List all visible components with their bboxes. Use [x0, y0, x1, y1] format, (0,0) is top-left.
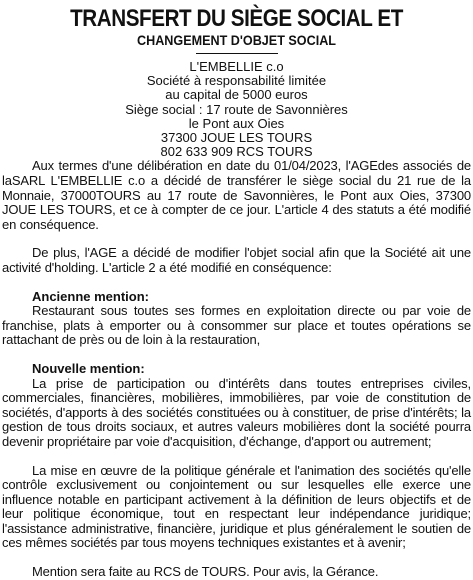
paragraph-gap	[2, 551, 471, 565]
old-mention-heading: Ancienne mention:	[32, 288, 150, 304]
notice-title: TRANSFERT DU SIÈGE SOCIAL ET	[70, 5, 403, 32]
closing-paragraph: Mention sera faite au RCS de TOURS. Pour avis, la Gérance.	[32, 564, 379, 580]
company-name: L'EMBELLIE c.o	[189, 59, 284, 74]
new-mention-heading: Nouvelle mention:	[32, 360, 145, 376]
paragraph-gap	[2, 450, 471, 464]
company-seat: Siège social : 17 route de Savonnières	[125, 101, 348, 117]
transfer-paragraph: Aux termes d'une délibération en date du 01/04/2023, l'AGEdes associés de laSARL L'EMBELLIE c.o a décidé de transférer le siège social du 21 rue de la Monnaie, 37000TOURS au 17 route de Savonnières, le Pont aux Oies, 37300 JOUE LES TOURS, et ce à compter de ce jour. L'article 4 des statuts a été modifié en conséquence.	[2, 158, 471, 232]
company-rcs: 802 633 909 RCS TOURS	[160, 144, 313, 160]
title-divider	[196, 53, 278, 54]
object-change-paragraph: De plus, l'AGE a décidé de modifier l'objet social afin que la Société ait une activité d'holding. L'article 2 a été modifié en conséquence:	[2, 245, 471, 275]
company-city: 37300 JOUE LES TOURS	[160, 130, 313, 146]
paragraph-gap	[2, 232, 471, 246]
new-mention-text: La prise de participation ou d'intérêts dans toutes entreprises civiles, commerciales, financières, mobilières, immobilières, par voie de constitution de sociétés, d'apports à des sociétés constituées ou à constituer, de prise d'intérêts; la gestion de tous droits sociaux, et autres valeurs mobilières dont la société pourra devenir propriétaire par voie d'acquisition, d'échange, d'apport ou autrement;	[2, 375, 471, 449]
implementation-paragraph: La mise en œuvre de la politique générale et l'animation des sociétés qu'elle contrôle exclusivement ou conjointement ou sur lesquelles elle exerce une influence notable en participant activement à la définition de leurs objectifs et de leur politique économique, tout en respectant leur indépendance juridique; l'assistance administrative, financière, juridique et plus généralement le soutien de ces mêmes sociétés par tous moyens techniques existantes et à avenir;	[2, 462, 471, 551]
company-locality: le Pont aux Oies	[188, 115, 285, 131]
company-block	[2, 60, 471, 159]
old-mention-text: Restaurant sous toutes ses formes en exploitation directe ou par voie de franchise, plats à emporter ou à consommer sur place et toutes opérations se rattachant de près ou de loin à la restauration,	[2, 303, 471, 348]
company-form: Société à responsabilité limitée	[146, 73, 327, 89]
company-capital: au capital de 5000 euros	[165, 87, 308, 103]
notice-subtitle: CHANGEMENT D'OBJET SOCIAL	[136, 32, 337, 48]
paragraph-gap	[2, 276, 471, 290]
paragraph-gap	[2, 348, 471, 362]
